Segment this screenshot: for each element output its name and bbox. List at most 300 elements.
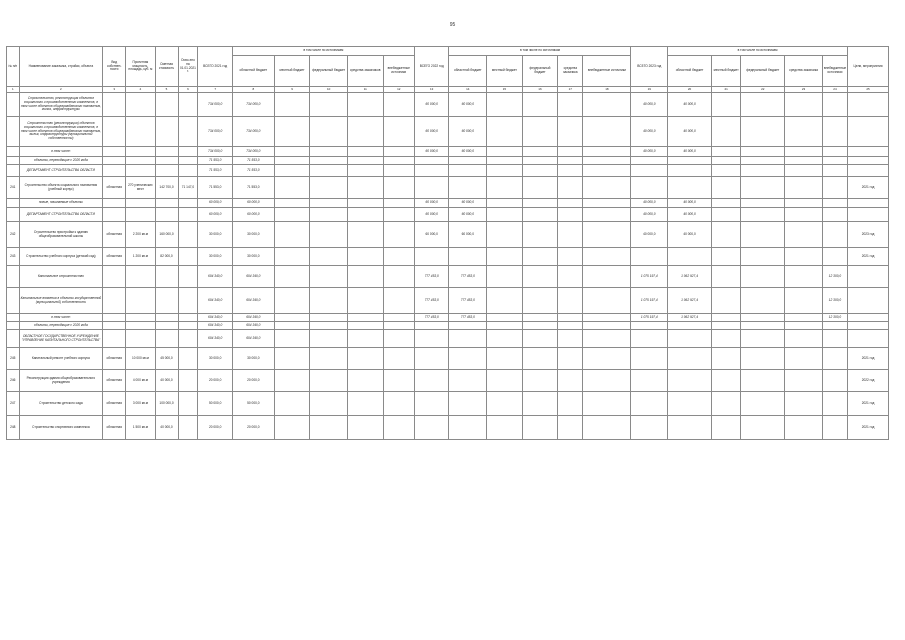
sub-header: федеральный бюджет [741,56,785,87]
table-cell: областная [103,348,126,370]
table-row [7,248,889,266]
table-cell [274,165,310,177]
table-cell [583,93,631,117]
table-cell [785,330,823,348]
col-header: Наименование заказчика, стройки, объекта [19,47,103,87]
table-cell [126,288,155,314]
table-cell: 2 200 кв.м [126,222,155,248]
table-row [7,330,889,348]
table-cell [383,177,414,199]
table-cell [383,199,414,208]
column-number: 4 [126,87,155,93]
table-cell [126,266,155,288]
table-cell [712,165,741,177]
table-cell [822,93,847,117]
table-cell [274,370,310,392]
table-cell: Строительство объекта социального назначения (учебный корпус) [19,177,103,199]
table-cell [274,330,310,348]
table-cell [347,93,383,117]
table-cell: 734 000,0 [232,117,274,147]
table-cell: областная [103,222,126,248]
table-cell [310,266,348,288]
table-cell [631,392,668,416]
table-cell [383,93,414,117]
table-cell [383,157,414,165]
table-cell: 777 453,0 [449,314,487,322]
table-cell [347,177,383,199]
table-cell [712,416,741,440]
table-cell [178,330,198,348]
table-cell [383,165,414,177]
table-cell: 2022 год [848,370,889,392]
table-cell [126,199,155,208]
table-cell [347,266,383,288]
table-cell [383,370,414,392]
table-cell [583,157,631,165]
table-cell: объекты, переходящие с 2020 года [19,157,103,165]
table-cell: 30 000,0 [198,348,233,370]
table-cell [522,93,558,117]
table-cell [848,147,889,157]
table-cell [822,348,847,370]
table-cell [274,288,310,314]
table-cell [558,392,583,416]
table-cell: 1 075 197,4 [631,288,668,314]
table-cell [848,322,889,330]
table-cell [668,322,712,330]
table-row [7,147,889,157]
table-cell [7,330,20,348]
table-cell [274,117,310,147]
table-cell [310,370,348,392]
table-cell [347,288,383,314]
table-cell: ДЕПАРТАМЕНТ СТРОИТЕЛЬСТВА ОБЛАСТИ [19,165,103,177]
table-cell [126,165,155,177]
table-cell: 245 [7,348,20,370]
table-cell: 71 553,0 [198,177,233,199]
table-cell: 604 340,0 [232,314,274,322]
table-cell [522,392,558,416]
table-cell [414,248,449,266]
table-cell [522,248,558,266]
table-cell [274,322,310,330]
table-cell [7,199,20,208]
table-cell [583,222,631,248]
table-row [7,177,889,199]
table-cell [383,208,414,222]
table-cell [558,117,583,147]
table-cell [741,370,785,392]
table-cell: 40 000,0 [631,199,668,208]
table-cell [103,266,126,288]
table-cell [522,416,558,440]
table-cell [785,348,823,370]
sub-header: федеральный бюджет [522,56,558,87]
column-number: 19 [631,87,668,93]
table-cell [522,177,558,199]
table-cell [822,248,847,266]
table-cell [631,348,668,370]
sub-header: внебюджетные источники [383,56,414,87]
column-number: 3 [103,87,126,93]
table-cell [178,222,198,248]
table-cell: 30 000,0 [232,248,274,266]
table-row [7,314,889,322]
sub-header: внебюджетные источники [822,56,847,87]
table-row [7,416,889,440]
table-cell [822,330,847,348]
table-cell [848,165,889,177]
group-header: в том числе по источникам [232,47,414,56]
table-cell [522,322,558,330]
table-cell [178,248,198,266]
table-cell [741,392,785,416]
table-cell [487,177,523,199]
table-row [7,348,889,370]
table-cell [383,314,414,322]
table-cell: 20 000,0 [198,416,233,440]
table-cell [103,314,126,322]
table-cell [414,322,449,330]
table-cell [712,348,741,370]
table-cell [310,165,348,177]
table-cell: 71 553,0 [232,157,274,165]
table-cell [583,266,631,288]
table-cell [668,157,712,165]
table-cell [558,314,583,322]
header-row-1 [7,47,889,56]
column-number: 15 [487,87,523,93]
table-cell [414,416,449,440]
col-header: Цели, мероприятия [848,47,889,87]
table-cell: 160 000,0 [155,222,178,248]
table-cell [383,392,414,416]
table-cell [274,248,310,266]
table-cell [583,248,631,266]
table-cell [7,117,20,147]
table-cell [522,348,558,370]
table-row [7,370,889,392]
table-cell [583,330,631,348]
table-cell: 40 000,0 [631,117,668,147]
table-cell [383,322,414,330]
table-row [7,157,889,165]
table-cell [558,199,583,208]
table-cell [449,416,487,440]
table-row [7,266,889,288]
table-cell: 243 [7,248,20,266]
table-cell [785,314,823,322]
table-cell: 60 000,0 [449,199,487,208]
table-row [7,222,889,248]
table-cell [103,199,126,208]
table-cell [155,266,178,288]
table-cell [487,199,523,208]
table-cell [822,165,847,177]
table-cell [487,117,523,147]
table-cell [449,165,487,177]
table-cell [274,266,310,288]
column-number: 21 [712,87,741,93]
table-cell: 60 000,0 [232,208,274,222]
table-cell [848,208,889,222]
table-cell [668,370,712,392]
table-cell [558,322,583,330]
table-cell [785,147,823,157]
table-cell [848,266,889,288]
table-cell [741,157,785,165]
table-cell [274,93,310,117]
table-cell [310,117,348,147]
table-cell: областная [103,248,126,266]
table-cell: областная [103,392,126,416]
table-cell [310,93,348,117]
table-cell: Капитальные вложения в объекты государственной (муниципальной) собственности [19,288,103,314]
table-cell: 777 453,0 [414,266,449,288]
table-cell [274,416,310,440]
table-cell [583,370,631,392]
column-number: 7 [198,87,233,93]
table-cell: 60 000,0 [198,199,233,208]
table-cell: 2021 год [848,416,889,440]
table-cell [822,117,847,147]
table-cell: 1 062 927,4 [668,266,712,288]
table-cell [449,248,487,266]
table-cell [822,157,847,165]
table-cell [741,199,785,208]
table-cell [822,222,847,248]
table-cell [741,322,785,330]
table-cell [103,165,126,177]
table-cell [178,199,198,208]
table-cell [178,314,198,322]
table-cell [414,165,449,177]
column-number: 11 [347,87,383,93]
table-cell [741,117,785,147]
table-cell [712,266,741,288]
table-cell [310,392,348,416]
table-cell [449,348,487,370]
table-cell [712,117,741,147]
table-cell [785,322,823,330]
col-header: Сметная стоимость [155,47,178,87]
table-cell [347,157,383,165]
table-cell: 734 000,0 [198,147,233,157]
table-cell [103,157,126,165]
table-cell [310,222,348,248]
table-cell: 40 000,0 [668,117,712,147]
table-cell: ДЕПАРТАМЕНТ СТРОИТЕЛЬСТВА ОБЛАСТИ [19,208,103,222]
table-cell [449,392,487,416]
table-cell: 12 300,0 [822,266,847,288]
table-cell [7,208,20,222]
table-cell: 30 000,0 [198,248,233,266]
table-cell [178,93,198,117]
table-cell [785,93,823,117]
table-cell [274,348,310,370]
table-cell [741,208,785,222]
table-cell [712,93,741,117]
table-cell [741,165,785,177]
col-header: ВСЕГО 2022 год [414,47,449,87]
column-number: 5 [155,87,178,93]
table-cell [583,392,631,416]
table-cell: областная [103,416,126,440]
table-cell: Капитальный ремонт учебного корпуса [19,348,103,370]
table-cell [741,147,785,157]
table-cell [178,348,198,370]
table-cell [449,177,487,199]
column-number: 12 [383,87,414,93]
column-number: 2 [19,87,103,93]
table-cell: 12 300,0 [822,314,847,322]
table-cell [7,93,20,117]
sub-header: федеральный бюджет [310,56,348,87]
table-cell: 2023 год [848,222,889,248]
table-cell [583,117,631,147]
table-cell [522,147,558,157]
table-cell: 60 000,0 [232,199,274,208]
table-cell [310,199,348,208]
sub-header: областной бюджет [232,56,274,87]
table-cell: ОБЛАСТНОЕ ГОСУДАРСТВЕННОЕ УЧРЕЖДЕНИЕ "УПРАВЛЕНИЕ КАПИТАЛЬНОГО СТРОИТЕЛЬСТВА" [19,330,103,348]
sub-header: средства заказчика [558,56,583,87]
table-cell: в том числе: [19,314,103,322]
table-cell [741,330,785,348]
table-cell [383,117,414,147]
table-cell [383,330,414,348]
table-cell [822,208,847,222]
table-cell [822,199,847,208]
table-cell [383,416,414,440]
table-cell: 30 000,0 [232,222,274,248]
table-cell [668,330,712,348]
table-cell [310,330,348,348]
table-cell [487,314,523,322]
table-cell: 604 340,0 [198,330,233,348]
table-cell [274,222,310,248]
table-cell: 604 340,0 [198,314,233,322]
table-cell [712,314,741,322]
table-cell: 734 000,0 [232,147,274,157]
table-cell: Строительство пристройки к зданию общеобразовательной школы [19,222,103,248]
table-cell [583,165,631,177]
table-row [7,392,889,416]
table-cell [631,416,668,440]
table-cell [558,330,583,348]
table-cell [7,288,20,314]
table-cell: Строительство детского сада [19,392,103,416]
table-cell [487,208,523,222]
sub-header: областной бюджет [449,56,487,87]
table-cell: 241 [7,177,20,199]
group-header: в том числе по источникам [449,47,631,56]
table-cell: Реконструкция здания общеобразовательного учреждения [19,370,103,392]
column-number: 23 [785,87,823,93]
table-cell [155,288,178,314]
table-cell [522,165,558,177]
table-cell: 3 000 кв.м [126,392,155,416]
table-cell: Капитальное строительство [19,266,103,288]
table-cell [741,348,785,370]
table-cell [583,314,631,322]
table-cell [449,370,487,392]
table-cell: 20 000,0 [198,370,233,392]
table-cell [558,266,583,288]
table-cell [178,157,198,165]
table-cell: 71 553,0 [198,165,233,177]
table-cell [558,416,583,440]
table-cell [155,322,178,330]
table-cell [347,147,383,157]
table-cell [631,370,668,392]
table-cell [668,392,712,416]
table-cell [558,157,583,165]
table-cell: 604 340,0 [232,330,274,348]
table-cell: 60 000,0 [414,222,449,248]
table-cell [848,93,889,117]
table-cell [347,370,383,392]
sub-header: средства заказчиков [347,56,383,87]
table-cell: 777 453,0 [414,288,449,314]
table-cell [310,157,348,165]
table-row [7,208,889,222]
table-cell [126,208,155,222]
table-cell [178,165,198,177]
table-cell [414,177,449,199]
table-cell [558,177,583,199]
table-cell: 40 000,0 [668,147,712,157]
table-cell: объекты, переходящие с 2020 года [19,322,103,330]
table-cell [383,266,414,288]
column-number: 14 [449,87,487,93]
table-cell [178,117,198,147]
table-cell [383,288,414,314]
table-cell: 71 553,0 [232,177,274,199]
table-cell [178,416,198,440]
table-cell [741,266,785,288]
table-cell: 100 000,0 [155,392,178,416]
table-cell [785,392,823,416]
table-cell [712,147,741,157]
table-cell [822,147,847,157]
table-cell [347,208,383,222]
table-cell [785,117,823,147]
table-cell: 12 300,0 [822,288,847,314]
table-cell [848,199,889,208]
table-cell: 10 000 кв.м [126,348,155,370]
group-header: в том числе по источникам [668,47,848,56]
table-cell: 71 553,0 [198,157,233,165]
column-number: 8 [232,87,274,93]
table-cell [487,392,523,416]
table-cell [583,177,631,199]
table-cell [487,288,523,314]
table-cell: 734 000,0 [198,117,233,147]
table-cell [822,370,847,392]
table-cell: 2021 год [848,177,889,199]
table-cell: 2021 год [848,248,889,266]
table-cell [487,248,523,266]
table-cell: 604 340,0 [198,266,233,288]
table-cell [178,322,198,330]
table-cell [310,348,348,370]
table-cell [822,416,847,440]
table-cell: 20 000,0 [232,370,274,392]
sub-header: местный бюджет [712,56,741,87]
table-cell [103,330,126,348]
column-number: 22 [741,87,785,93]
